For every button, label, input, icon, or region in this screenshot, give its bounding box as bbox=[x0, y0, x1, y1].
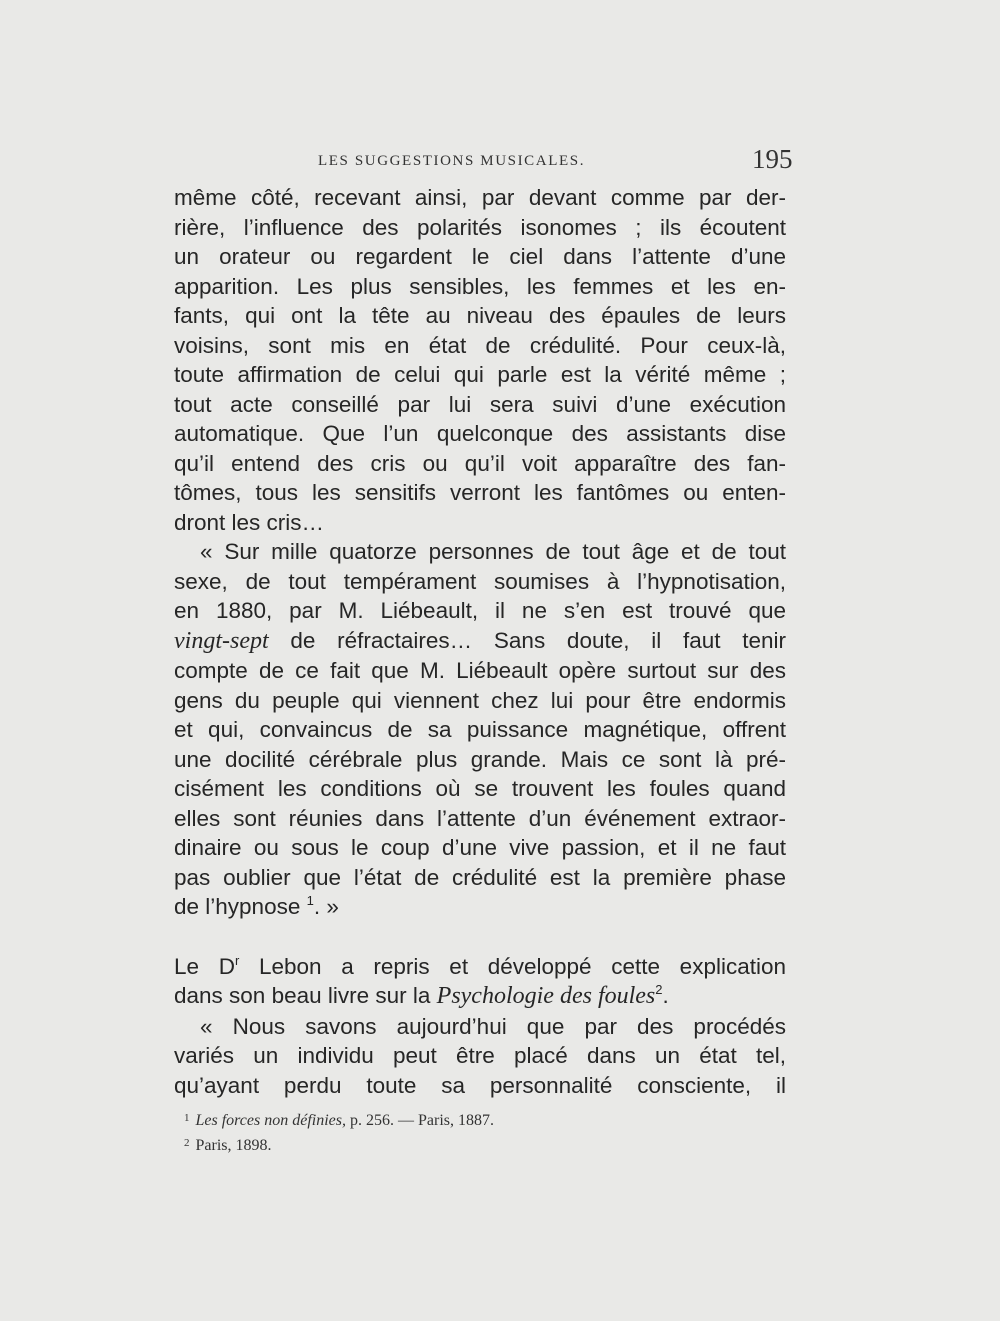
italic-text: Psychologie des foules bbox=[436, 983, 656, 1009]
text-line: rière, l’influence des polarités isonomes ; ils écoutent bbox=[174, 214, 786, 240]
text-line: voisins, sont mis en état de crédulité. Pour ceux-là, bbox=[174, 332, 786, 358]
text-line bbox=[174, 981, 786, 1012]
text-line bbox=[174, 892, 786, 922]
text-line: « Sur mille quatorze personnes de tout âge et de tout bbox=[200, 539, 786, 564]
text-segment: dans son beau livre sur la bbox=[174, 983, 437, 1008]
text-line: sexe, de tout tempérament soumises à l’hypnotisation, bbox=[174, 568, 786, 594]
footnote-marker: 1 bbox=[184, 1112, 190, 1124]
text-segment: de l’hypnose bbox=[174, 894, 307, 919]
footnote-marker: 2 bbox=[184, 1137, 190, 1149]
text-line: un orateur ou regardent le ciel dans l’attente d’une bbox=[174, 244, 786, 269]
footnote-text: Paris, 1898. bbox=[195, 1137, 272, 1154]
text-line: dront les cris… bbox=[174, 509, 325, 535]
text-line: toute affirmation de celui qui parle est la vérité même ; bbox=[174, 362, 786, 387]
text-line: en 1880, par M. Liébeault, il ne s’en est trouvé que bbox=[174, 598, 786, 623]
text-line: apparition. Les plus sensibles, les femmes et les en- bbox=[174, 273, 786, 299]
text-line: fants, qui ont la tête au niveau des épaules de leurs bbox=[174, 303, 786, 328]
text-segment: . bbox=[662, 983, 669, 1008]
text-line: variés un individu peut être placé dans un état tel, bbox=[174, 1043, 786, 1068]
footnote-text: p. 256. — Paris, 1887. bbox=[346, 1112, 494, 1129]
text-line: dinaire ou sous le coup d’une vive passion, et il ne faut bbox=[174, 835, 786, 860]
paragraph-gap bbox=[174, 922, 786, 952]
text-line: automatique. Que l’un quelconque des assistants dise bbox=[174, 421, 786, 446]
footnote-title: Les forces non définies, bbox=[195, 1112, 346, 1129]
text-line: une docilité cérébrale plus grande. Mais ce sont là pré- bbox=[174, 746, 786, 772]
body-text bbox=[174, 183, 786, 1100]
italic-text: vingt-sept bbox=[174, 627, 269, 654]
text-line: qu’ayant perdu toute sa personnalité consciente, il bbox=[174, 1072, 786, 1098]
text-segment: Le D bbox=[174, 953, 235, 979]
footnotes bbox=[184, 1107, 684, 1157]
text-segment: Lebon a repris et développé cette explication bbox=[239, 953, 786, 979]
text-line: et qui, convaincus de sa puissance magnétique, offrent bbox=[174, 717, 786, 742]
text-line: elles sont réunies dans l’attente d’un événement extraor- bbox=[174, 805, 786, 831]
text-line: cisément les conditions où se trouvent les foules quand bbox=[174, 776, 786, 801]
footnote-ref: 1 bbox=[306, 893, 314, 908]
text-line: gens du peuple qui viennent chez lui pour être endormis bbox=[174, 687, 786, 713]
text-segment: . » bbox=[313, 894, 339, 919]
text-line: qu’il entend des cris ou qu’il voit apparaître des fan- bbox=[174, 450, 786, 476]
text-line: pas oublier que l’état de crédulité est la première phase bbox=[174, 864, 786, 890]
text-line: « Nous savons aujourd’hui que par des procédés bbox=[200, 1013, 786, 1039]
footnote bbox=[184, 1107, 684, 1132]
superscript: r bbox=[234, 952, 240, 968]
text-line: compte de ce fait que M. Liébeault opère surtout sur des bbox=[174, 658, 786, 683]
text-line bbox=[174, 626, 786, 657]
footnote-ref: 2 bbox=[655, 982, 663, 997]
text-line: tômes, tous les sensitifs verront les fantômes ou enten- bbox=[174, 480, 786, 505]
text-segment: de réfractaires… Sans doute, il faut tenir bbox=[268, 627, 786, 653]
text-line: tout acte conseillé par lui sera suivi d’une exécution bbox=[174, 391, 786, 417]
text-line bbox=[174, 952, 786, 982]
footnote bbox=[184, 1132, 684, 1157]
text-line: même côté, recevant ainsi, par devant comme par der- bbox=[174, 185, 786, 210]
running-title: LES SUGGESTIONS MUSICALES. bbox=[318, 153, 586, 169]
page-number: 195 bbox=[752, 144, 793, 174]
